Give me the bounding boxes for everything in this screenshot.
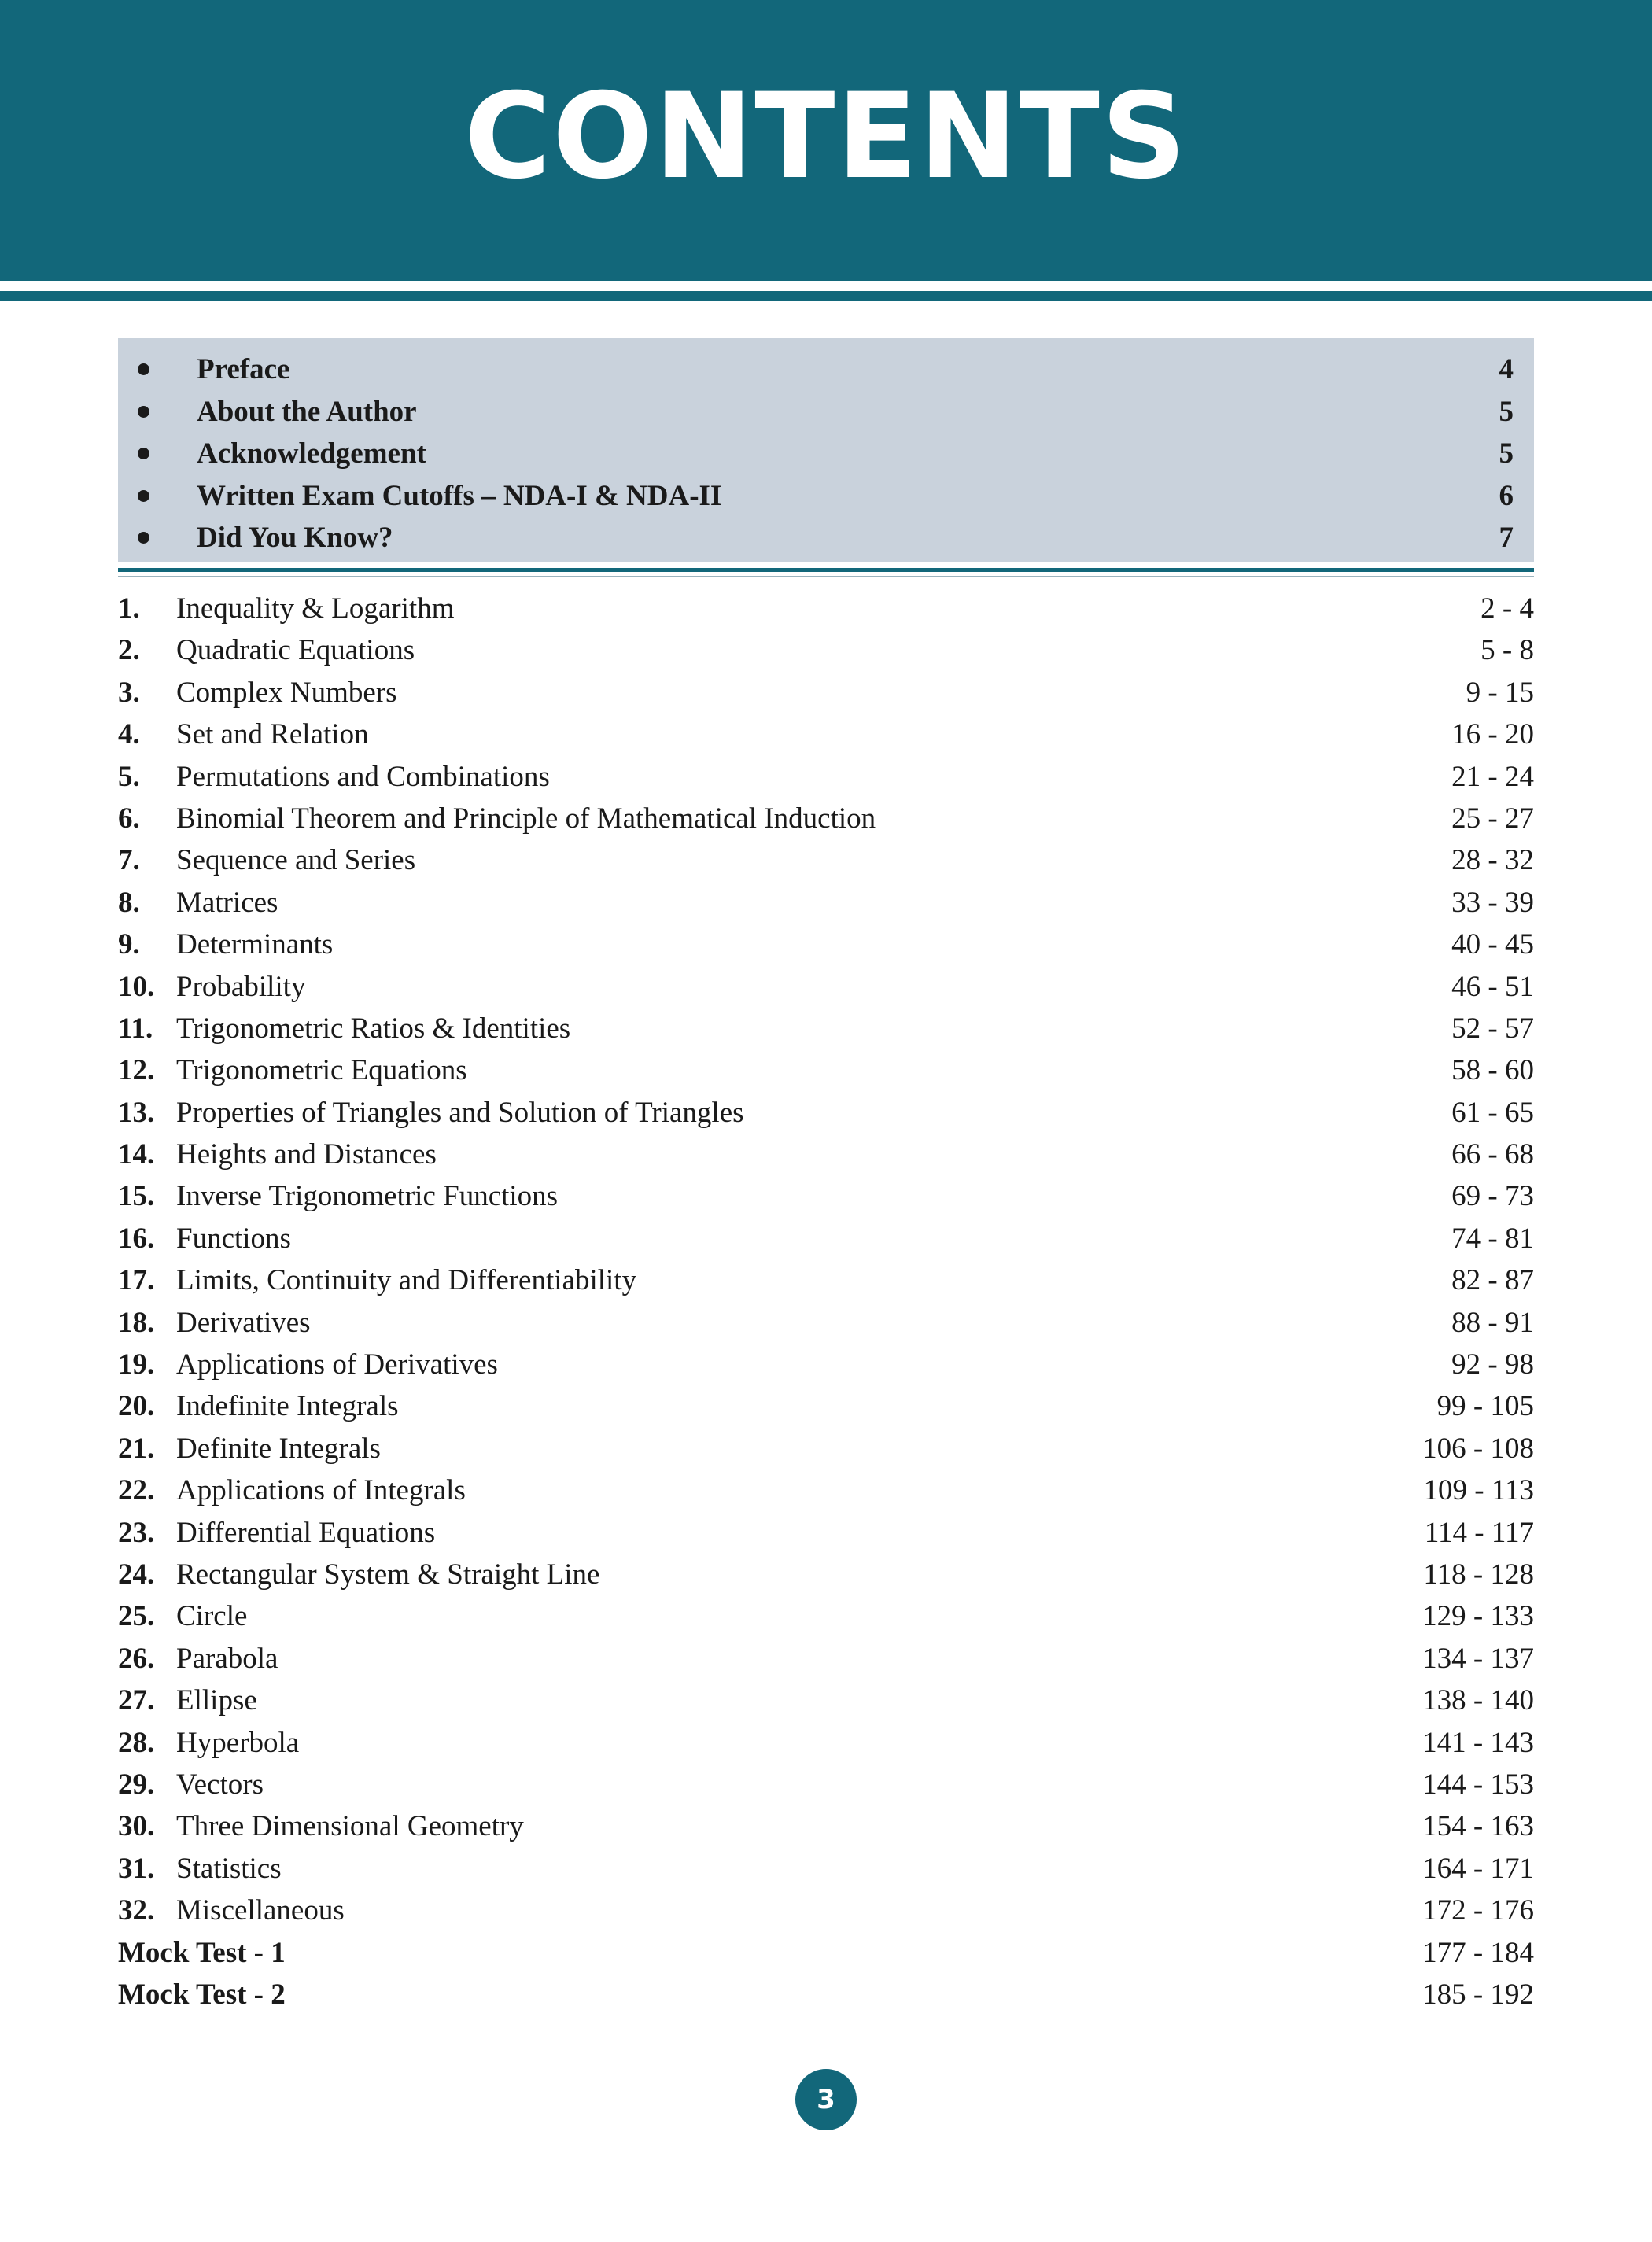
chapter-title: Trigonometric Equations xyxy=(176,1054,467,1087)
chapter-row[interactable] xyxy=(118,1094,1534,1136)
chapter-number: 4. xyxy=(118,718,140,751)
chapter-row[interactable] xyxy=(118,968,1534,1010)
chapter-number: 22. xyxy=(118,1474,155,1507)
chapter-row[interactable] xyxy=(118,1514,1534,1556)
chapter-pages: 106 - 108 xyxy=(1422,1432,1534,1465)
chapter-number: 27. xyxy=(118,1684,155,1717)
front-matter-label: About the Author xyxy=(197,395,417,428)
chapter-number: 19. xyxy=(118,1348,155,1381)
chapter-pages: 141 - 143 xyxy=(1422,1726,1534,1759)
chapter-pages: 144 - 153 xyxy=(1422,1768,1534,1801)
bullet-icon xyxy=(138,532,149,544)
chapter-pages: 69 - 73 xyxy=(1451,1180,1534,1213)
chapter-pages: 88 - 91 xyxy=(1451,1306,1534,1339)
chapter-row[interactable] xyxy=(118,1808,1534,1849)
chapter-number: 3. xyxy=(118,676,140,709)
front-matter-page: 6 xyxy=(1499,479,1514,512)
chapter-number: 30. xyxy=(118,1810,155,1843)
chapter-title: Set and Relation xyxy=(176,718,369,751)
chapter-title: Parabola xyxy=(176,1642,278,1675)
chapter-number: 5. xyxy=(118,760,140,793)
chapter-title: Miscellaneous xyxy=(176,1894,345,1927)
front-matter-item[interactable] xyxy=(118,514,1534,557)
chapter-row[interactable] xyxy=(118,842,1534,883)
chapter-title: Binomial Theorem and Principle of Mathematical Induction xyxy=(176,802,876,835)
chapter-row[interactable] xyxy=(118,632,1534,673)
chapter-number: 13. xyxy=(118,1096,155,1129)
front-matter-page: 5 xyxy=(1499,437,1514,470)
chapter-number: 20. xyxy=(118,1390,155,1423)
chapter-pages: 74 - 81 xyxy=(1451,1222,1534,1255)
chapter-row[interactable] xyxy=(118,1850,1534,1892)
bullet-icon xyxy=(138,406,149,418)
chapter-title: Indefinite Integrals xyxy=(176,1390,399,1423)
chapter-number: 25. xyxy=(118,1600,155,1633)
chapter-title: Determinants xyxy=(176,928,334,961)
chapter-number: 9. xyxy=(118,928,140,961)
chapter-title: Definite Integrals xyxy=(176,1432,381,1465)
chapter-row[interactable] xyxy=(118,1766,1534,1808)
front-matter-label: Did You Know? xyxy=(197,522,393,554)
chapter-pages: 129 - 133 xyxy=(1422,1600,1534,1633)
chapter-pages: 109 - 113 xyxy=(1423,1474,1534,1507)
chapter-pages: 5 - 8 xyxy=(1481,634,1534,667)
chapter-row[interactable] xyxy=(118,1346,1534,1388)
chapter-title: Circle xyxy=(176,1600,248,1633)
front-matter-box xyxy=(118,338,1534,562)
chapter-pages: 172 - 176 xyxy=(1422,1894,1534,1927)
front-matter-item[interactable] xyxy=(118,346,1534,389)
chapter-pages: 33 - 39 xyxy=(1451,886,1534,919)
chapter-title: Statistics xyxy=(176,1852,282,1885)
chapter-title: Permutations and Combinations xyxy=(176,760,550,793)
chapter-pages: 58 - 60 xyxy=(1451,1054,1534,1087)
chapter-row[interactable] xyxy=(118,1010,1534,1052)
bullet-icon xyxy=(138,448,149,459)
header-divider xyxy=(0,291,1652,301)
chapter-pages: 28 - 32 xyxy=(1451,844,1534,877)
chapter-pages: 92 - 98 xyxy=(1451,1348,1534,1381)
chapter-pages: 21 - 24 xyxy=(1451,760,1534,793)
chapter-title: Limits, Continuity and Differentiability xyxy=(176,1264,637,1297)
bullet-icon xyxy=(138,363,149,375)
chapter-title: Inverse Trigonometric Functions xyxy=(176,1180,559,1213)
chapter-title: Vectors xyxy=(176,1768,264,1801)
chapter-title: Complex Numbers xyxy=(176,676,397,709)
chapter-pages: 9 - 15 xyxy=(1466,676,1534,709)
chapter-row[interactable] xyxy=(118,1556,1534,1598)
mock-test-pages: 177 - 184 xyxy=(1422,1936,1534,1969)
chapter-number: 15. xyxy=(118,1180,155,1213)
mock-test-pages: 185 - 192 xyxy=(1422,1978,1534,2011)
chapter-number: 21. xyxy=(118,1432,155,1465)
chapter-title: Applications of Integrals xyxy=(176,1474,466,1507)
chapter-title: Properties of Triangles and Solution of Triangles xyxy=(176,1096,744,1129)
bullet-icon xyxy=(138,490,149,502)
chapter-title: Probability xyxy=(176,970,306,1003)
mock-test-row[interactable] xyxy=(118,1934,1534,1976)
chapter-row[interactable] xyxy=(118,884,1534,926)
chapter-number: 17. xyxy=(118,1264,155,1297)
chapter-number: 6. xyxy=(118,802,140,835)
front-matter-item[interactable] xyxy=(118,430,1534,473)
chapter-pages: 61 - 65 xyxy=(1451,1096,1534,1129)
chapter-title: Ellipse xyxy=(176,1684,257,1717)
chapter-row[interactable] xyxy=(118,716,1534,758)
chapter-title: Three Dimensional Geometry xyxy=(176,1810,524,1843)
chapter-row[interactable] xyxy=(118,1598,1534,1639)
chapter-number: 16. xyxy=(118,1222,155,1255)
chapter-row[interactable] xyxy=(118,1262,1534,1304)
chapter-title: Derivatives xyxy=(176,1306,311,1339)
chapter-title: Matrices xyxy=(176,886,278,919)
chapter-number: 23. xyxy=(118,1516,155,1549)
chapter-row[interactable] xyxy=(118,758,1534,800)
front-matter-page: 7 xyxy=(1499,522,1514,554)
chapter-pages: 118 - 128 xyxy=(1423,1558,1534,1591)
chapter-number: 1. xyxy=(118,592,140,625)
chapter-row[interactable] xyxy=(118,674,1534,716)
chapter-number: 24. xyxy=(118,1558,155,1591)
chapter-number: 26. xyxy=(118,1642,155,1675)
chapter-pages: 134 - 137 xyxy=(1422,1642,1534,1675)
chapter-row[interactable] xyxy=(118,1892,1534,1934)
chapter-title: Applications of Derivatives xyxy=(176,1348,498,1381)
chapter-number: 32. xyxy=(118,1894,155,1927)
chapter-number: 31. xyxy=(118,1852,155,1885)
chapter-number: 7. xyxy=(118,844,140,877)
chapter-row[interactable] xyxy=(118,1388,1534,1429)
chapter-pages: 25 - 27 xyxy=(1451,802,1534,835)
front-matter-item[interactable] xyxy=(118,389,1534,431)
chapter-row[interactable] xyxy=(118,1430,1534,1472)
chapter-pages: 66 - 68 xyxy=(1451,1138,1534,1171)
chapter-row[interactable] xyxy=(118,1178,1534,1219)
section-divider xyxy=(118,568,1534,572)
chapter-row[interactable] xyxy=(118,1472,1534,1514)
chapter-pages: 154 - 163 xyxy=(1422,1810,1534,1843)
chapter-number: 11. xyxy=(118,1012,153,1045)
chapter-title: Trigonometric Ratios & Identities xyxy=(176,1012,571,1045)
chapter-row[interactable] xyxy=(118,590,1534,632)
chapter-pages: 40 - 45 xyxy=(1451,928,1534,961)
chapter-title: Hyperbola xyxy=(176,1726,300,1759)
chapter-pages: 52 - 57 xyxy=(1451,1012,1534,1045)
chapter-row[interactable] xyxy=(118,1640,1534,1682)
chapter-row[interactable] xyxy=(118,1136,1534,1178)
chapter-pages: 164 - 171 xyxy=(1422,1852,1534,1885)
chapter-number: 2. xyxy=(118,634,140,667)
front-matter-page: 5 xyxy=(1499,395,1514,428)
chapter-row[interactable] xyxy=(118,1052,1534,1093)
chapter-row[interactable] xyxy=(118,1220,1534,1262)
chapter-number: 18. xyxy=(118,1306,155,1339)
chapter-row[interactable] xyxy=(118,1724,1534,1766)
chapter-pages: 138 - 140 xyxy=(1422,1684,1534,1717)
chapter-title: Quadratic Equations xyxy=(176,634,415,667)
chapter-title: Inequality & Logarithm xyxy=(176,592,455,625)
chapter-number: 12. xyxy=(118,1054,155,1087)
chapter-pages: 114 - 117 xyxy=(1424,1516,1534,1549)
mock-test-title: Mock Test - 2 xyxy=(118,1978,286,2011)
chapter-title: Heights and Distances xyxy=(176,1138,437,1171)
front-matter-label: Acknowledgement xyxy=(197,437,426,470)
front-matter-label: Written Exam Cutoffs – NDA-I & NDA-II xyxy=(197,479,722,512)
chapter-pages: 46 - 51 xyxy=(1451,970,1534,1003)
chapter-title: Sequence and Series xyxy=(176,844,416,877)
chapter-pages: 2 - 4 xyxy=(1481,592,1534,625)
chapter-title: Rectangular System & Straight Line xyxy=(176,1558,600,1591)
chapter-title: Differential Equations xyxy=(176,1516,436,1549)
chapter-row[interactable] xyxy=(118,1682,1534,1724)
chapter-title: Functions xyxy=(176,1222,291,1255)
chapter-pages: 99 - 105 xyxy=(1436,1390,1534,1423)
front-matter-label: Preface xyxy=(197,353,290,385)
front-matter-page: 4 xyxy=(1499,353,1514,385)
chapter-row[interactable] xyxy=(118,926,1534,968)
mock-test-title: Mock Test - 1 xyxy=(118,1936,286,1969)
chapter-number: 10. xyxy=(118,970,155,1003)
page-title: CONTENTS xyxy=(464,68,1188,205)
chapter-row[interactable] xyxy=(118,1304,1534,1346)
section-divider-thin xyxy=(118,576,1534,577)
mock-test-row[interactable] xyxy=(118,1976,1534,2018)
chapter-pages: 16 - 20 xyxy=(1451,718,1534,751)
chapter-row[interactable] xyxy=(118,800,1534,842)
chapter-number: 14. xyxy=(118,1138,155,1171)
chapter-pages: 82 - 87 xyxy=(1451,1264,1534,1297)
chapter-number: 29. xyxy=(118,1768,155,1801)
front-matter-item[interactable] xyxy=(118,473,1534,515)
chapter-number: 8. xyxy=(118,886,140,919)
chapter-number: 28. xyxy=(118,1726,155,1759)
page-number-badge: 3 xyxy=(795,2069,857,2130)
chapter-list xyxy=(118,590,1534,2018)
